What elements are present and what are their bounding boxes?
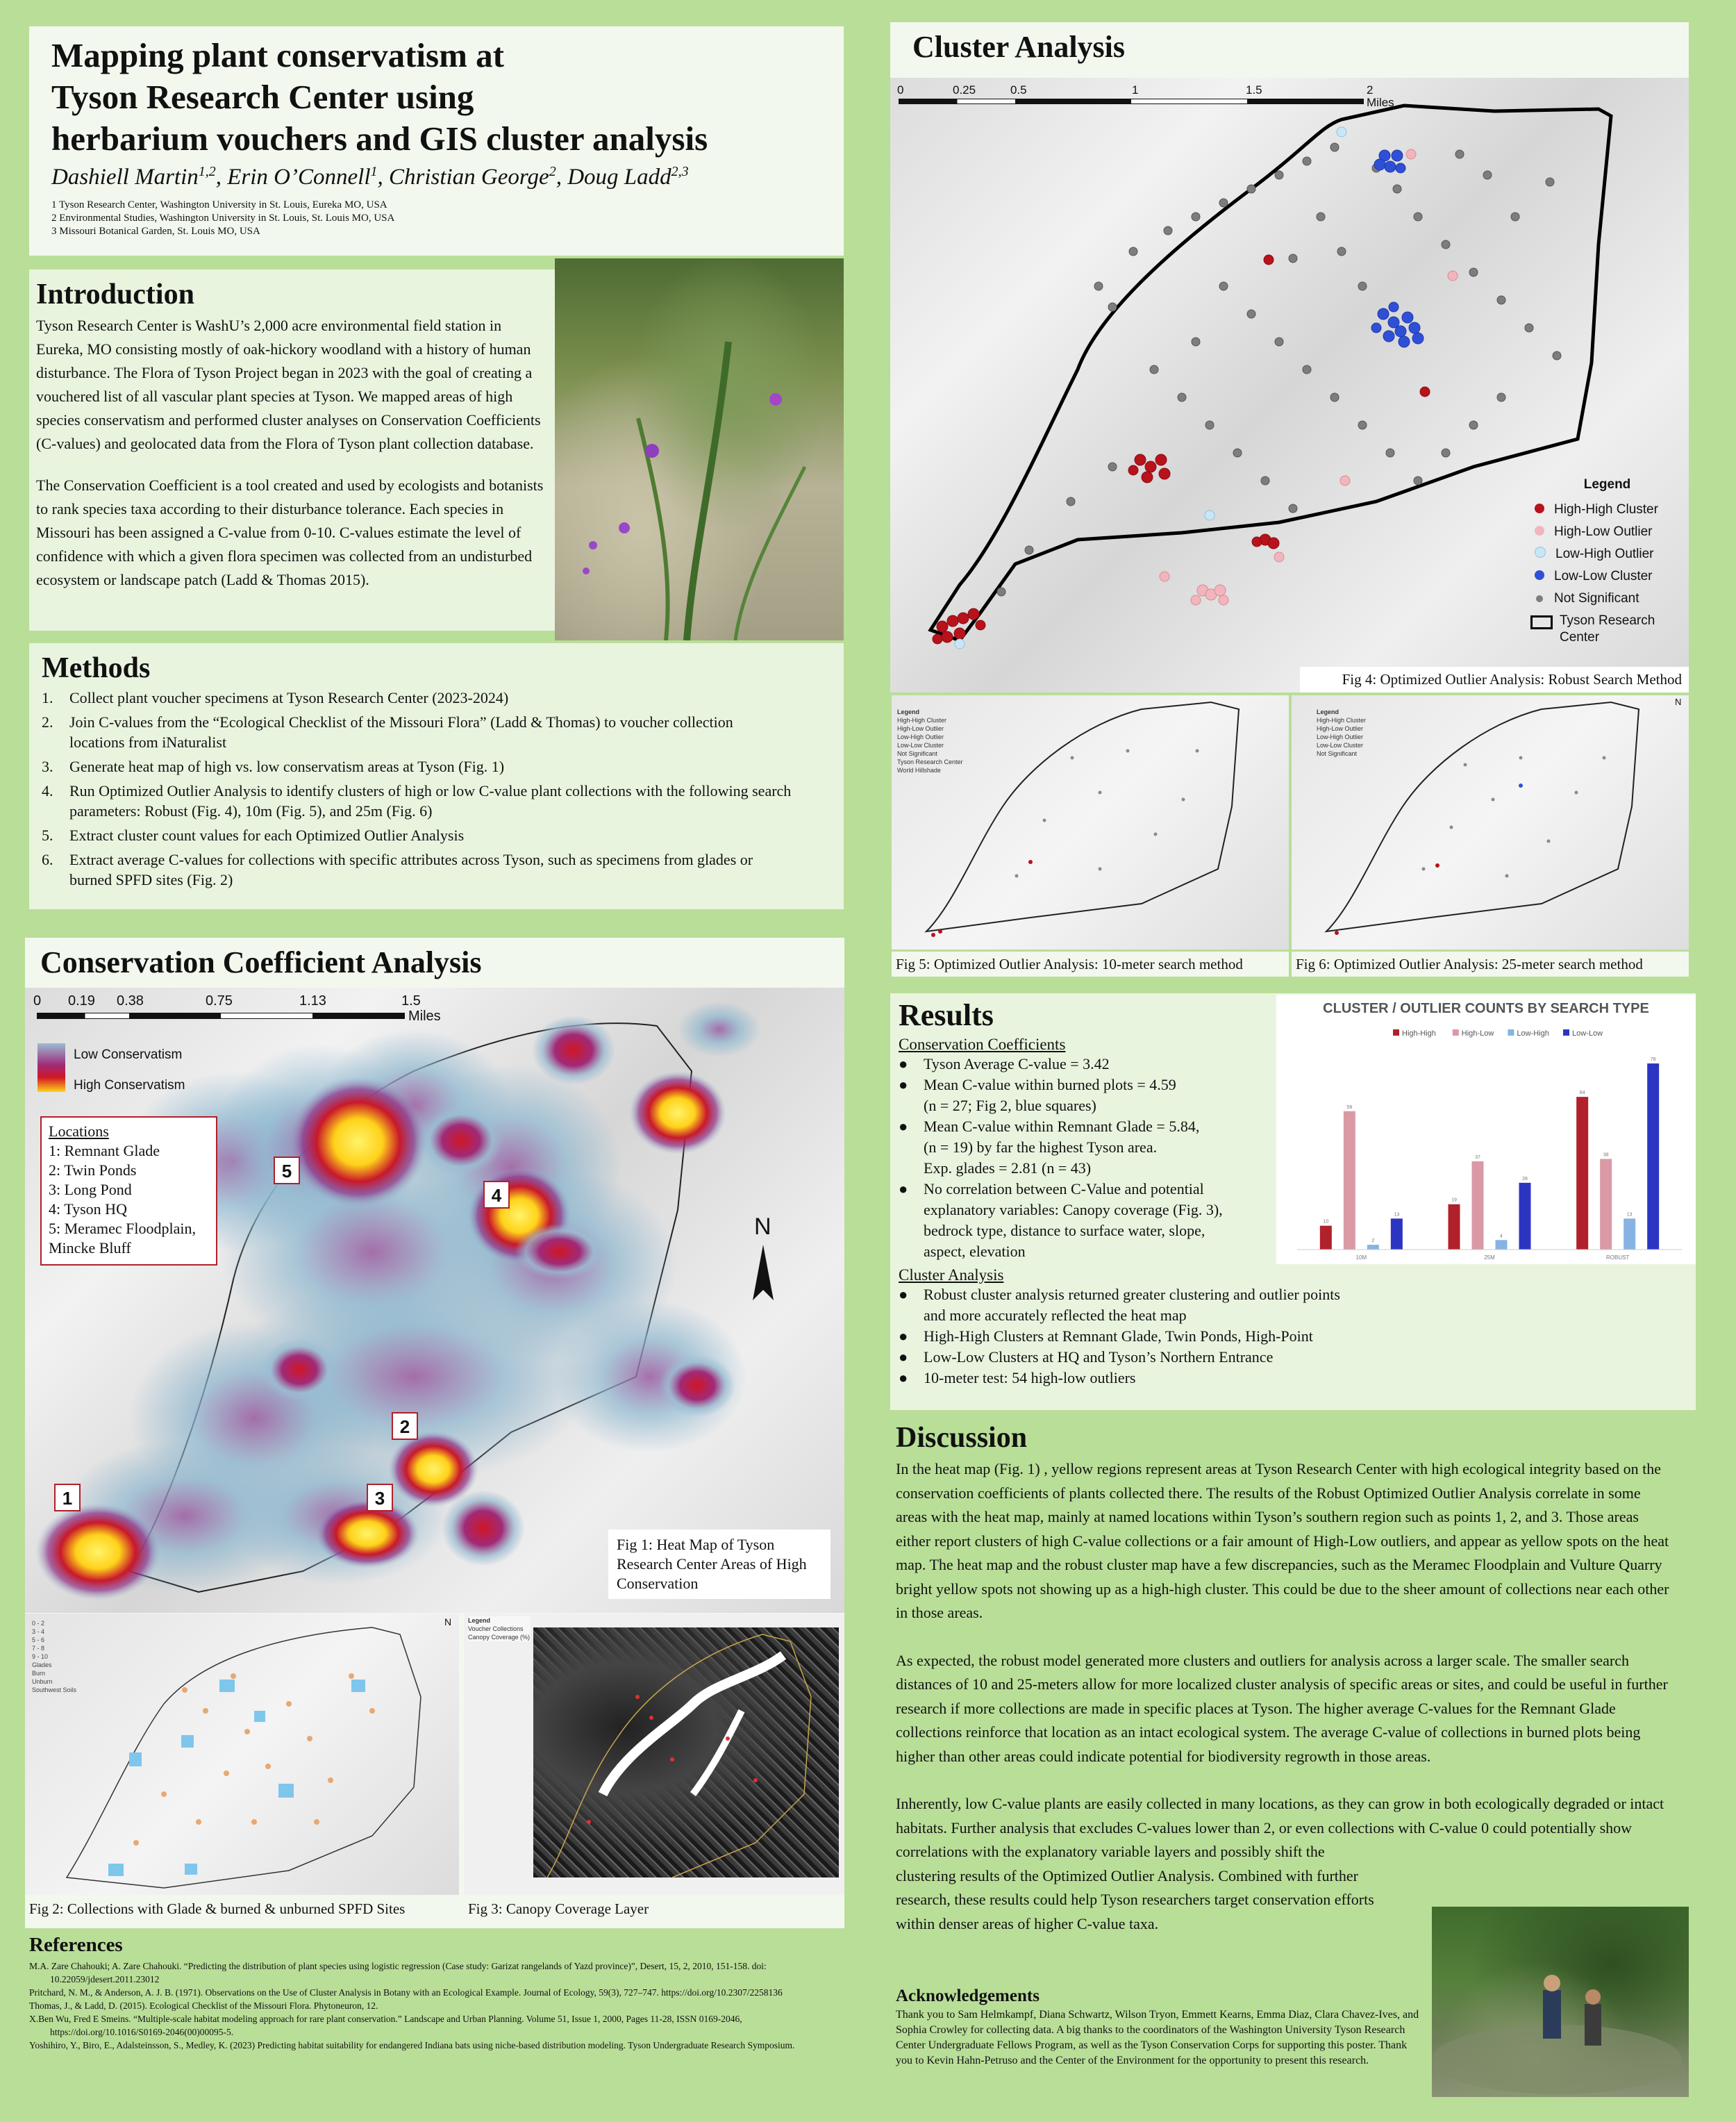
method-number: 2. <box>42 713 53 731</box>
marker-3: 3 <box>367 1484 393 1511</box>
poster-title <box>51 35 821 160</box>
introduction-paragraph-2: The Conservation Coefficient is a tool created and used by ecologists and botanists to rank species taxa according to their disturbance tolerance. Each species in Missouri has been assigned a C-value from 0-10. C-values estimate the level of confidence with which a given flora specimen was collected from an undisturbed ecosystem or landscape patch (Ladd & Thomas 2015). <box>36 476 544 588</box>
cc-line: Tyson Average C-value = 3.42 <box>924 1055 1110 1072</box>
method-step <box>42 712 831 752</box>
chart-data-label: 37 <box>1475 1154 1480 1160</box>
cc-line: Exp. glades = 2.81 (n = 43) <box>924 1159 1092 1177</box>
title-line-1: Mapping plant conservatism at <box>51 36 505 74</box>
fig3-legend <box>468 1616 531 1641</box>
author-4-sup: 2,3 <box>671 164 689 179</box>
locations-title: Locations <box>49 1122 109 1140</box>
high-high-points <box>933 255 1430 644</box>
ca-item <box>899 1368 1687 1389</box>
introduction-panel <box>29 270 555 631</box>
fig2-caption: Fig 2: Collections with Glade & burned & unburned SPFD Sites <box>29 1900 406 1917</box>
high-high-swatch <box>1535 504 1544 513</box>
legend-item-not-significant <box>1529 588 1685 610</box>
flower-photo <box>555 258 844 640</box>
methods-list <box>42 688 831 890</box>
chart-legend-swatch <box>1563 1029 1569 1036</box>
fig3-graphic <box>464 1614 844 1895</box>
cluster-count-chart <box>1276 995 1696 1264</box>
bullet-icon: ● <box>899 1180 908 1197</box>
cc-line: (n = 27; Fig 2, blue squares) <box>924 1097 1096 1114</box>
heat-map <box>25 988 844 1613</box>
author-3: Christian George <box>388 165 549 190</box>
small-legend-item: Low-High Outlier <box>897 733 944 740</box>
small-legend-item: Legend <box>897 708 920 715</box>
scale-label: 1.5 <box>401 993 421 1009</box>
legend-high: High Conservatism <box>74 1078 185 1093</box>
title-panel <box>29 26 844 256</box>
north-label: N <box>754 1213 771 1240</box>
ca-line: Low-Low Clusters at HQ and Tyson’s Northern Entrance <box>924 1348 1274 1366</box>
location-item: 3: Long Pond <box>49 1181 132 1198</box>
small-legend-item: World Hillshade <box>897 767 941 774</box>
fig2-north-label: N <box>444 1616 452 1627</box>
legend-item-tyson-boundary <box>1529 613 1685 646</box>
method-text: Extract cluster count values for each Optimized Outlier Analysis <box>69 827 465 844</box>
method-number: 4. <box>42 782 53 799</box>
scale-bar-graphic <box>37 1013 405 1019</box>
small-legend-item: High-Low Outlier <box>1317 725 1364 732</box>
chart-bar <box>1519 1183 1531 1250</box>
bullet-icon: ● <box>899 1118 908 1135</box>
locations-box <box>40 1116 217 1266</box>
low-low-points <box>1371 150 1424 347</box>
chart-data-label: 13 <box>1626 1212 1633 1218</box>
low-low-swatch <box>1535 570 1544 580</box>
affiliation-2: 2 Environmental Studies, Washington University in St. Louis, St. Louis MO, USA <box>51 213 395 224</box>
ca-item-text <box>924 1284 1340 1326</box>
location-item: 2: Twin Ponds <box>49 1161 137 1179</box>
reference-item: X.Ben Wu, Fred E Smeins. “Multiple-scale habitat modeling approach for rare plant conservation.” Landscape and Urban Planning. Volume 51, Issue 1, 2000, Pages 11-28, ISSN 0169-2046, https://doi.org/10.1016/S0169-2046(00)00095-5. <box>29 2014 742 2037</box>
chart-title: CLUSTER / OUTLIER COUNTS BY SEARCH TYPE <box>1323 1001 1649 1016</box>
bullet-icon: ● <box>899 1055 908 1072</box>
bullet-icon: ● <box>899 1369 908 1386</box>
fig3-legend-item: Voucher Collections <box>468 1625 524 1632</box>
chart-data-label: 38 <box>1603 1152 1609 1158</box>
chart-data-label: 2 <box>1371 1238 1375 1244</box>
chart-legend-swatch <box>1508 1029 1514 1036</box>
affiliation-3: 3 Missouri Botanical Garden, St. Louis MO, USA <box>51 226 260 237</box>
fig4-caption: Fig 4: Optimized Outlier Analysis: Robust Search Method <box>1300 667 1689 693</box>
affiliation-1: 1 Tyson Research Center, Washington University in St. Louis, Eureka MO, USA <box>51 199 387 210</box>
scale-label: 0.75 <box>206 993 233 1009</box>
cluster-heading-bar <box>890 22 1689 78</box>
fig6-caption: Fig 6: Optimized Outlier Analysis: 25-meter search method <box>1292 952 1689 977</box>
small-legend-item: High-High Cluster <box>897 717 947 724</box>
discussion-paragraph-1: In the heat map (Fig. 1) , yellow regions represent areas at Tyson Research Center with high ecological integrity based on the conservation coefficients of plants collected there. The results of the Robust Optimized Outlier Analysis correlate in some areas with the heat map, mainly at named locations within Tyson’s southern region such as points 1, 2, and 3. Those areas either report clusters of high C-value collections or a fair amount of High-Low outliers, and appear as yellow spots on the heat map. The heat map and the robust cluster map have a few discrepancies, such as the Meramec Floodplain and Vulture Quarry bright yellow spots not showing up as a high-high cluster. This could be due to the sheer amount of collections near each other in those areas. <box>896 1460 1669 1621</box>
fig2-graphic <box>25 1614 459 1895</box>
legend-label: Low-Low Cluster <box>1554 569 1653 583</box>
marker-4: 4 <box>483 1181 510 1209</box>
cc-line: (n = 19) by far the highest Tyson area. <box>924 1138 1158 1156</box>
scale-unit: Miles <box>408 1009 441 1024</box>
references-list <box>29 1959 844 2052</box>
chart-bar <box>1320 1226 1332 1250</box>
ca-list <box>899 1284 1687 1389</box>
small-legend-item: Legend <box>1317 708 1339 715</box>
cc-line: explanatory variables: Canopy coverage (Fig. 3), <box>924 1201 1223 1218</box>
not-significant-swatch <box>1536 595 1543 602</box>
fig6-north-label: N <box>1675 697 1682 707</box>
bullet-icon: ● <box>899 1286 908 1303</box>
chart-data-label: 10 <box>1323 1219 1329 1225</box>
cluster-scale-bar <box>897 83 1397 118</box>
chart-bars <box>1320 1057 1659 1250</box>
chart-bar <box>1472 1161 1484 1250</box>
fig2-legend-item: 3 - 4 <box>32 1628 45 1635</box>
fig2-legend-item: Southwest Soils <box>32 1686 77 1693</box>
scale-label: 0 <box>897 83 904 97</box>
chart-legend-label: Low-Low <box>1572 1029 1603 1038</box>
cca-heading: Conservation Coefficient Analysis <box>40 945 482 979</box>
scale-label: 0.38 <box>117 993 144 1009</box>
fig2-legend-item: 9 - 10 <box>32 1653 49 1660</box>
references-section <box>29 1934 844 2107</box>
references-heading: References <box>29 1934 123 1956</box>
reference-item: Pritchard, N. M., & Anderson, A. J. B. (1971). Observations on the Use of Cluster Analysis in Botany with an Ecological Example. Journal of Ecology, 59(3), 727–747. https://doi.org/10.2307/2258136 <box>29 1987 783 1998</box>
fig3-map <box>464 1614 844 1895</box>
location-item: Mincke Bluff <box>49 1239 131 1257</box>
fig2-legend-item: 7 - 8 <box>32 1645 45 1652</box>
small-legend-item: High-Low Outlier <box>897 725 944 732</box>
scale-label: 0.25 <box>953 83 976 97</box>
low-high-points <box>955 127 1346 649</box>
chart-legend <box>1393 1029 1603 1038</box>
ca-item <box>899 1284 1687 1326</box>
acknowledgements-section <box>896 1987 1424 2112</box>
chart-category-label: 25M <box>1484 1254 1495 1261</box>
chart-legend-label: High-High <box>1402 1029 1436 1038</box>
ca-line: and more accurately reflected the heat map <box>924 1307 1187 1324</box>
small-legend-item: Tyson Research Center <box>897 759 963 765</box>
author-2: Erin O’Connell <box>227 165 371 190</box>
cc-line: Mean C-value within Remnant Glade = 5.84, <box>924 1118 1200 1135</box>
legend-label: Not Significant <box>1554 591 1639 606</box>
fig2-legend-item: 5 - 6 <box>32 1636 45 1643</box>
cca-panel <box>25 938 844 1928</box>
methods-heading: Methods <box>42 652 151 684</box>
title-line-3: herbarium vouchers and GIS cluster analysis <box>51 119 708 158</box>
author-4: Doug Ladd <box>567 165 671 190</box>
chart-data-label: 19 <box>1451 1197 1457 1203</box>
reference-item: Thomas, J., & Ladd, D. (2015). Ecological Checklist of the Missouri Flora. Phytoneuron, 12. <box>29 2000 378 2011</box>
fig5-map <box>892 695 1289 950</box>
legend-label: Low-High Outlier <box>1555 547 1654 561</box>
fig2-legend <box>32 1619 76 1694</box>
location-item: 4: Tyson HQ <box>49 1200 127 1218</box>
discussion-paragraph-3a: Inherently, low C-value plants are easily collected in many locations, as they can grow in both ecologically degraded or intact habitats. Further analysis that excludes C-values lower than 2, or even collections with C-value 0 could potentially show correlations with the explanatory variable layers and possibly shift the <box>896 1795 1664 1860</box>
legend-item-high-low <box>1529 521 1685 543</box>
chart-category-label: 10M <box>1355 1254 1367 1261</box>
bullet-icon: ● <box>899 1076 908 1093</box>
method-step <box>42 849 831 890</box>
author-1-sup: 1,2 <box>198 164 216 179</box>
marker-5: 5 <box>274 1157 300 1184</box>
low-high-swatch <box>1535 547 1546 558</box>
discussion-paragraph-2: As expected, the robust model generated more clusters and outliers for analysis across a larger scale. The smaller search distances of 10 and 25-meters allow for more localized cluster analysis of specific areas or sites, and could be useful in further research if more collections are made in specific places at Tyson. The higher average C-values for the Remnant Glade collections reinforce that location as an intact ecological system. The average C-value of collections in burned plots being higher than other areas could indicate potential for biodiversity regrowth in those areas. <box>896 1651 1668 1765</box>
cc-line: No correlation between C-Value and potential <box>924 1180 1204 1197</box>
author-3-sup: 2 <box>549 164 556 179</box>
fig3-legend-item: Canopy Coverage (%) <box>468 1634 531 1641</box>
marker-1: 1 <box>54 1484 81 1511</box>
legend-item-high-high <box>1529 499 1685 521</box>
ca-subheading: Cluster Analysis <box>899 1266 1004 1284</box>
scale-label: 0.5 <box>1010 83 1027 97</box>
chart-bar <box>1624 1218 1635 1250</box>
fig5-legend <box>897 708 963 774</box>
chart-bar <box>1344 1111 1355 1250</box>
bullet-icon: ● <box>899 1327 908 1345</box>
chart-svg <box>1276 995 1696 1264</box>
boundary-swatch <box>1530 615 1553 629</box>
reference-item: M.A. Zare Chahouki; A. Zare Chahouki. “Predicting the distribution of plant species using logistic regression (Case study: Garizat rangelands of Yazd province)”, Desert, 15, 2, 2010, 151-158. doi: 10.22059/jdesert.2011.23012 <box>29 1961 767 1984</box>
chart-data-label: 58 <box>1346 1104 1353 1110</box>
scale-label: 0.19 <box>68 993 95 1009</box>
location-item: 1: Remnant Glade <box>49 1142 160 1159</box>
introduction-heading: Introduction <box>36 279 194 310</box>
location-item: 5: Meramec Floodplain, <box>49 1220 197 1237</box>
fig6-map <box>1292 695 1689 950</box>
method-step <box>42 825 831 845</box>
chart-legend-label: High-Low <box>1461 1029 1494 1038</box>
ca-line: Robust cluster analysis returned greater clustering and outlier points <box>924 1286 1340 1303</box>
scale-unit: Miles <box>1367 96 1394 109</box>
cc-subheading: Conservation Coefficients <box>899 1036 1066 1053</box>
acknowledgements-heading: Acknowledgements <box>896 1987 1040 2005</box>
heat-legend <box>37 1043 218 1099</box>
fig2-map <box>25 1614 459 1895</box>
methods-panel <box>29 643 844 909</box>
cluster-map <box>890 78 1689 693</box>
fig6-legend <box>1317 708 1366 758</box>
chart-data-label: 4 <box>1500 1234 1503 1239</box>
chart-bar <box>1600 1159 1612 1250</box>
field-photo-drawing <box>1432 1907 1689 2097</box>
legend-low: Low Conservatism <box>74 1047 183 1062</box>
scale-label: 2 <box>1367 83 1374 97</box>
cluster-legend <box>1529 474 1685 646</box>
chart-data-label: 78 <box>1650 1057 1656 1063</box>
authors: Dashiell Martin$^{1,2}$, Erin O’Connell$^1$, Christian George$^2$, Doug Ladd$^{2,3}$ <box>51 164 689 190</box>
small-legend-item: Low-High Outlier <box>1317 733 1364 740</box>
high-low-swatch <box>1535 526 1544 536</box>
ca-line: High-High Clusters at Remnant Glade, Twin Ponds, High-Point <box>924 1327 1313 1345</box>
scale-bar-graphic <box>899 99 1364 104</box>
fig2-legend-item: Unburn <box>32 1678 53 1685</box>
scale-label: 1 <box>1132 83 1139 97</box>
chart-bar <box>1496 1240 1508 1250</box>
results-heading: Results <box>899 998 994 1032</box>
legend-label: Tyson Research Center <box>1560 613 1655 645</box>
legend-item-low-low <box>1529 565 1685 588</box>
method-step <box>42 756 831 777</box>
chart-data-label: 64 <box>1579 1091 1585 1096</box>
title-line-2: Tyson Research Center using <box>51 78 474 116</box>
cc-item-text <box>924 1116 1199 1179</box>
method-number: 5. <box>42 827 53 844</box>
small-legend-item: Low-Low Cluster <box>897 742 944 749</box>
chart-categories <box>1356 1254 1630 1261</box>
legend-swatch <box>37 1043 65 1092</box>
cluster-legend-title: Legend <box>1583 477 1631 492</box>
chart-bar <box>1576 1097 1588 1250</box>
method-text: Collect plant voucher specimens at Tyson Research Center (2023-2024) <box>69 689 509 706</box>
north-arrow <box>753 1245 774 1300</box>
chart-legend-label: Low-High <box>1517 1029 1549 1038</box>
cluster-heading: Cluster Analysis <box>912 30 1126 64</box>
cc-item-text <box>924 1179 1223 1262</box>
method-step <box>42 688 831 708</box>
affiliations <box>51 199 821 238</box>
scale-label: 1.5 <box>1246 83 1262 97</box>
cc-line: bedrock type, distance to surface water, slope, <box>924 1222 1205 1239</box>
cc-item-text <box>924 1075 1176 1116</box>
chart-data-label: 13 <box>1394 1212 1400 1218</box>
cc-item-text <box>924 1054 1110 1075</box>
cc-line: aspect, elevation <box>924 1243 1026 1260</box>
not-significant-points <box>997 143 1561 596</box>
field-photo <box>1432 1907 1689 2097</box>
discussion-section <box>896 1421 1694 1984</box>
chart-bar <box>1367 1245 1379 1250</box>
bullet-icon: ● <box>899 1348 908 1366</box>
legend-item-low-high <box>1529 543 1685 565</box>
cca-scale-bar <box>33 993 450 1035</box>
chart-bar <box>1647 1063 1659 1250</box>
legend-label: High-High Cluster <box>1554 502 1658 517</box>
method-text: Generate heat map of high vs. low conservatism areas at Tyson (Fig. 1) <box>69 758 505 775</box>
method-text: Join C-values from the “Ecological Checklist of the Missouri Flora” (Ladd & Thomas) to voucher collection locations from iNaturalist <box>69 713 733 751</box>
cc-line: Mean C-value within burned plots = 4.59 <box>924 1076 1176 1093</box>
chart-legend-swatch <box>1453 1029 1459 1036</box>
scale-label: 0 <box>33 993 42 1009</box>
fig3-legend-item: Legend <box>468 1617 491 1624</box>
ca-line: 10-meter test: 54 high-low outliers <box>924 1369 1136 1386</box>
method-number: 6. <box>42 851 53 868</box>
fig1-caption: Fig 1: Heat Map of Tyson Research Center Areas of High Conservation <box>608 1530 831 1599</box>
small-legend-item: Low-Low Cluster <box>1317 742 1364 749</box>
discussion-paragraph-3b: clustering results of the Optimized Outlier Analysis. Combined with further research, these results could help Tyson researchers target conservation efforts within denser areas of higher C-value taxa. <box>896 1866 1374 1932</box>
marker-2: 2 <box>392 1412 418 1440</box>
method-text: Run Optimized Outlier Analysis to identify clusters of high or low C-value plant collections with the following search parameters: Robust (Fig. 4), 10m (Fig. 5), and 25m (Fig. 6) <box>69 782 792 820</box>
high-low-points <box>1160 149 1458 605</box>
chart-legend-swatch <box>1393 1029 1399 1036</box>
small-legend-item: High-High Cluster <box>1317 717 1367 724</box>
method-text: Extract average C-values for collections with specific attributes across Tyson, such as specimens from glades or burned SPFD sites (Fig. 2) <box>69 851 753 888</box>
fig2-legend-item: 0 - 2 <box>32 1620 45 1627</box>
ca-item <box>899 1347 1687 1368</box>
chart-bar <box>1391 1218 1403 1250</box>
method-number: 1. <box>42 689 53 706</box>
small-legend-item: Not Significant <box>1317 750 1358 757</box>
fig3-caption: Fig 3: Canopy Coverage Layer <box>468 1900 649 1917</box>
introduction-paragraph-1: Tyson Research Center is WashU’s 2,000 acre environmental field station in Eureka, MO consisting mostly of oak-hickory woodland with a history of human disturbance. The Flora of Tyson Project began in 2023 with the goal of creating a vouchered list of all vascular plant species at Tyson. We mapped areas of high species conservatism and performed cluster analyses on Conservation Coefficients (C-values) and geolocated data from the Flora of Tyson plant collection database. <box>36 317 541 452</box>
discussion-heading: Discussion <box>896 1422 1028 1454</box>
chart-category-label: ROBUST <box>1605 1254 1630 1261</box>
scale-label: 1.13 <box>299 993 326 1009</box>
chart-data-label: 28 <box>1522 1176 1528 1182</box>
author-2-sup: 1 <box>370 164 378 179</box>
acknowledgements-text: Thank you to Sam Helmkampf, Diana Schwartz, Wilson Tryon, Emmett Kearns, Emma Diaz, Clara Chavez-Ives, and Sophia Crowley for collecting data. A big thanks to the coordinators of the Washington University Tyson Research Center Undergraduate Fellows Program, as well as the Tyson Conservation Corps for supporting this poster. Thank you to Kevin Hahn-Petruso and the Center of the Environment for the opportunity to present this research. <box>896 2009 1419 2066</box>
ca-item <box>899 1326 1687 1347</box>
fig2-legend-item: Glades <box>32 1661 52 1668</box>
author-1: Dashiell Martin <box>51 165 199 190</box>
small-legend-item: Not Significant <box>897 750 938 757</box>
chart-bar <box>1449 1204 1460 1250</box>
method-step <box>42 781 831 821</box>
fig5-caption: Fig 5: Optimized Outlier Analysis: 10-meter search method <box>892 952 1289 977</box>
fig2-legend-item: Burn <box>32 1670 46 1677</box>
reference-item: Yoshihiro, Y., Biro, E., Adalsteinsson, S., Medley, K. (2023) Predicting habitat suitability for endangered Indiana bats using niche-based distribution modeling. Tyson Undergraduate Research Symposium. <box>29 2040 795 2050</box>
method-number: 3. <box>42 758 53 775</box>
flower-drawing <box>555 258 844 640</box>
legend-label: High-Low Outlier <box>1554 524 1653 539</box>
